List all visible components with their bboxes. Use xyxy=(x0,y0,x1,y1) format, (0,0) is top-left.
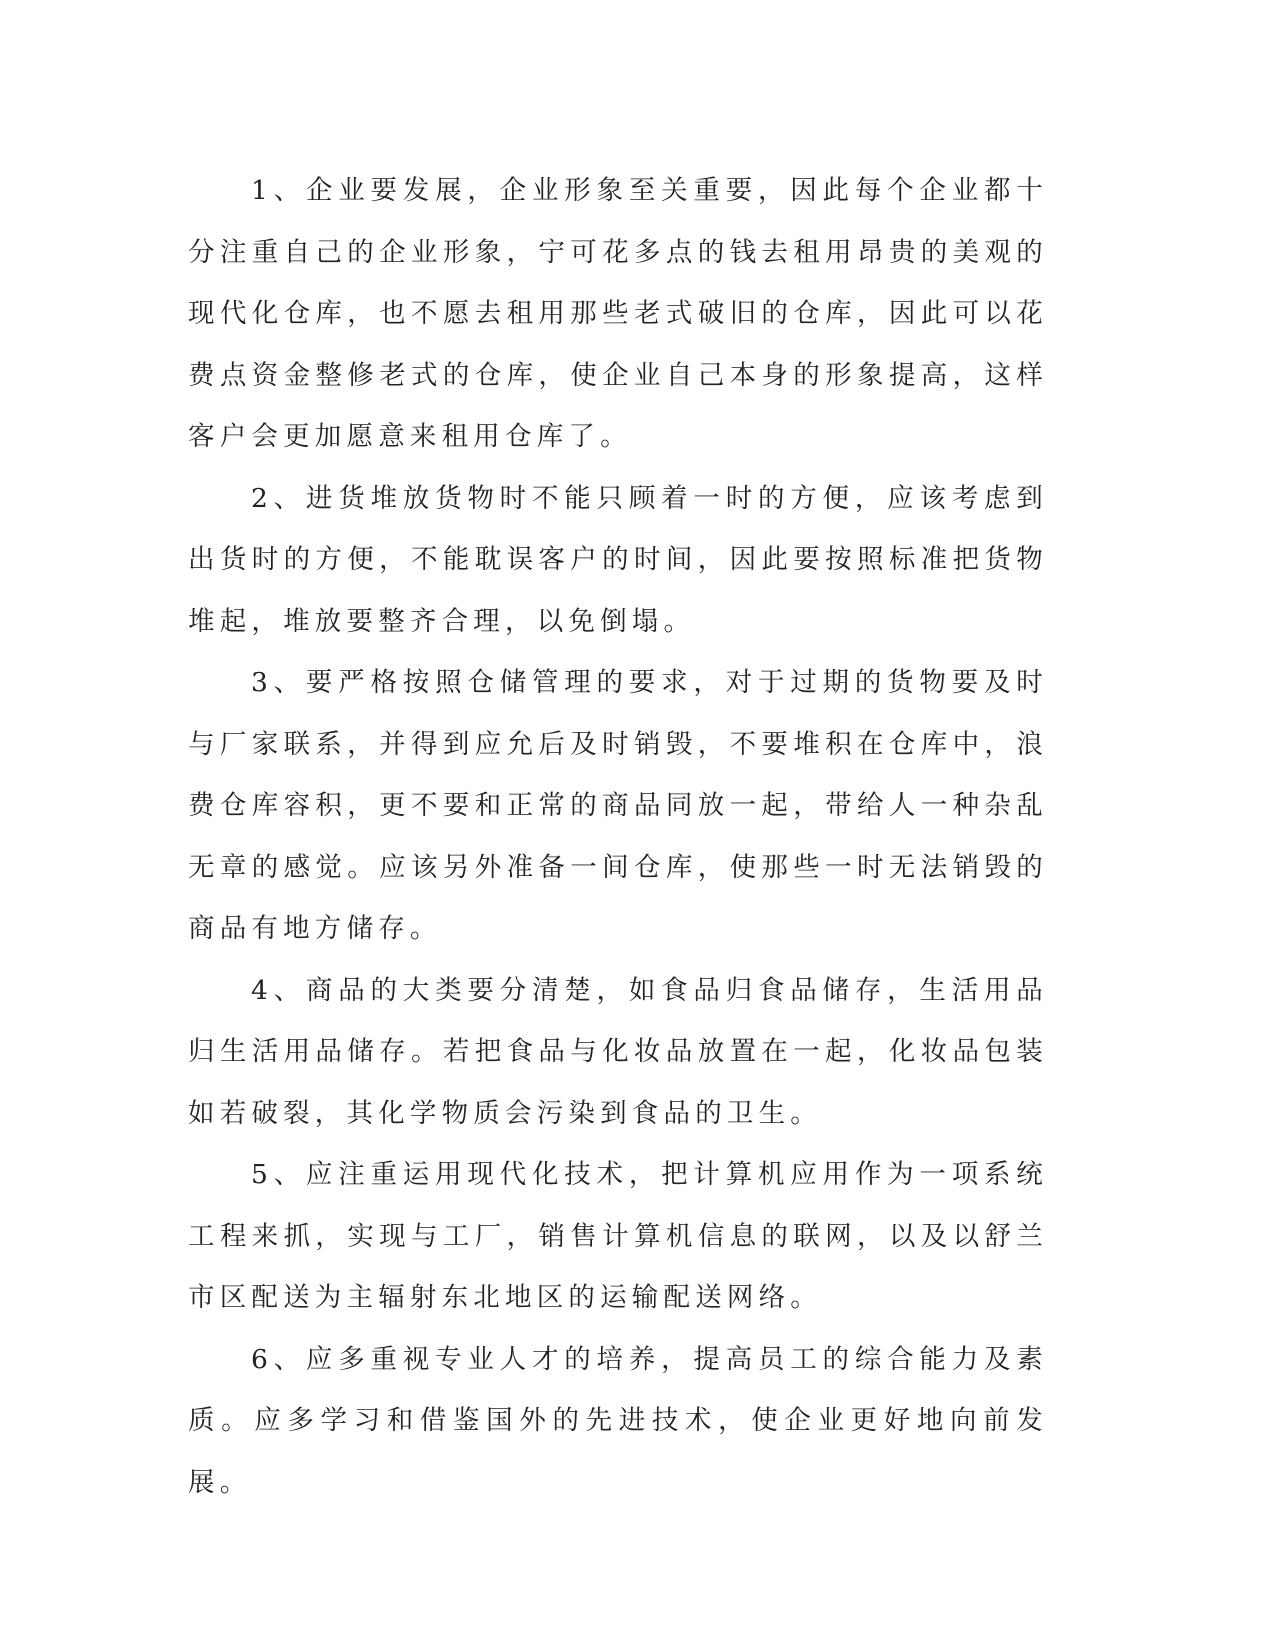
paragraph-4: 4、商品的大类要分清楚，如食品归食品储存，生活用品归生活用品储存。若把食品与化妆品放置在一起，化妆品包装如若破裂，其化学物质会污染到食品的卫生。 xyxy=(188,974,1048,1129)
paragraph-3: 3、要严格按照仓储管理的要求，对于过期的货物要及时与厂家联系，并得到应允后及时销毁，不要堆积在仓库中，浪费仓库容积，更不要和正常的商品同放一起，带给人一种杂乱无章的感觉。应该另外准备一间仓库，使那些一时无法销毁的商品有地方储存。 xyxy=(188,667,1048,944)
document-body xyxy=(188,160,1048,1513)
paragraph-2: 2、进货堆放货物时不能只顾着一时的方便，应该考虑到出货时的方便，不能耽误客户的时间，因此要按照标准把货物堆起，堆放要整齐合理，以免倒塌。 xyxy=(188,482,1048,637)
paragraph-6: 6、应多重视专业人才的培养，提高员工的综合能力及素质。应多学习和借鉴国外的先进技术，使企业更好地向前发展。 xyxy=(188,1343,1048,1498)
paragraph-5: 5、应注重运用现代化技术，把计算机应用作为一项系统工程来抓，实现与工厂，销售计算机信息的联网，以及以舒兰市区配送为主辐射东北地区的运输配送网络。 xyxy=(188,1159,1048,1313)
paragraph-1: 1、企业要发展，企业形象至关重要，因此每个企业都十分注重自己的企业形象，宁可花多点的钱去租用昂贵的美观的现代化仓库，也不愿去租用那些老式破旧的仓库，因此可以花费点资金整修老式的仓库，使企业自己本身的形象提高，这样客户会更加愿意来租用仓库了。 xyxy=(188,175,1048,452)
